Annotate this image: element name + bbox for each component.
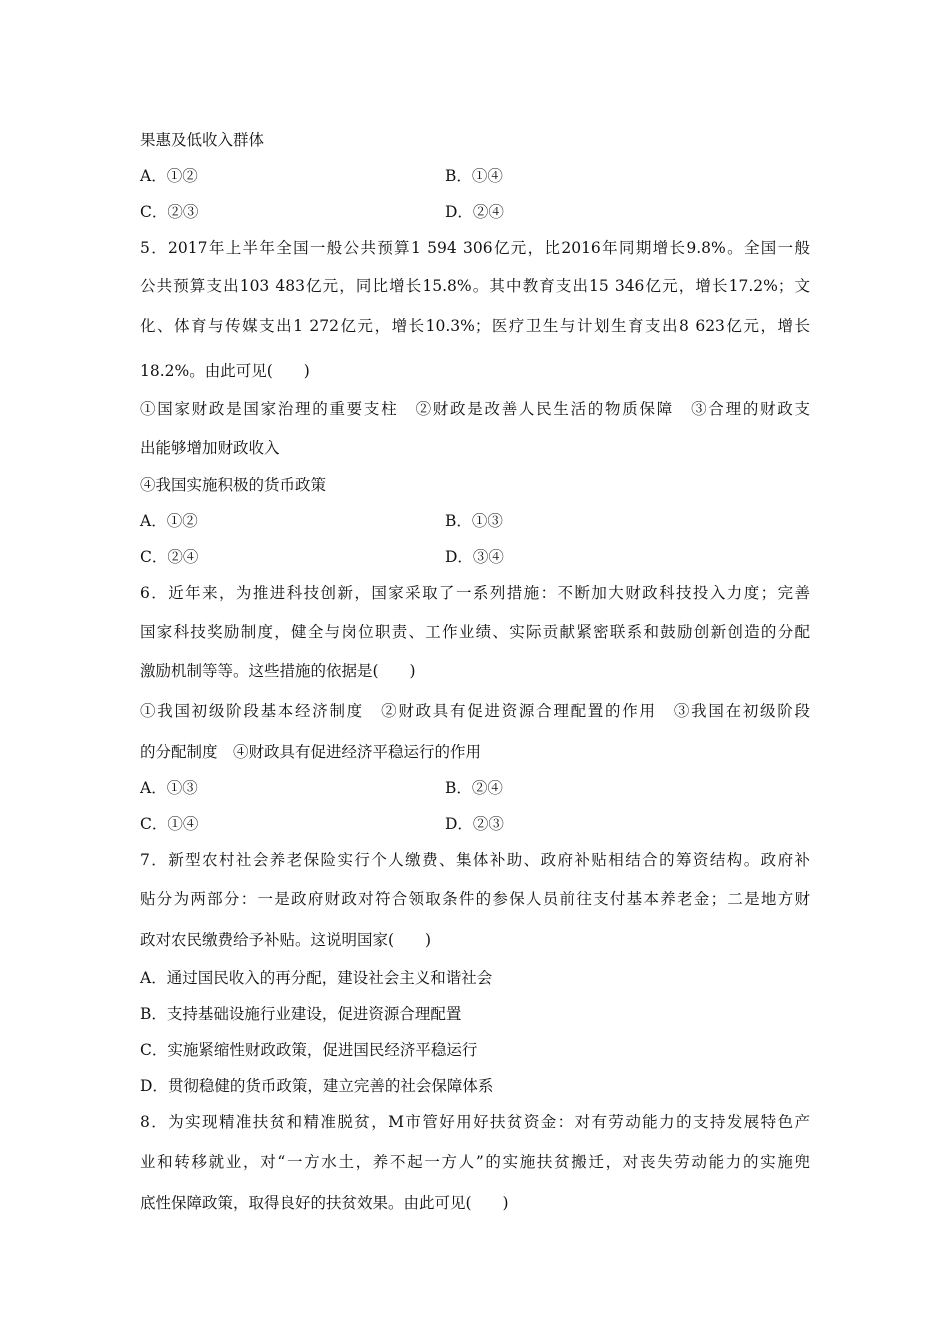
answer-choice: C．实施紧缩性财政政策，促进国民经济平稳运行: [140, 1041, 478, 1059]
option-d: D．②③: [445, 815, 504, 833]
option-a: A．①③: [140, 779, 198, 797]
question-7-line: 贴分为两部分：一是政府财政对符合领取条件的参保人员前往支付基本养老金；二是地方财: [140, 890, 810, 908]
question-6-line: 6．近年来，为推进科技创新，国家采取了一系列措施：不断加大财政科技投入力度；完善: [140, 584, 810, 602]
answer-choice: B．支持基础设施行业建设，促进资源合理配置: [140, 1005, 462, 1023]
question-8-line: 8．为实现精准扶贫和精准脱贫，M市管好用好扶贫资金：对有劳动能力的支持发展特色产: [140, 1113, 810, 1131]
option-a: A．①②: [140, 512, 198, 530]
text-line: 果惠及低收入群体: [140, 131, 265, 149]
statement-line: 出能够增加财政收入: [140, 439, 280, 457]
question-5-line: 公共预算支出103 483亿元，同比增长15.8%。其中教育支出15 346亿元，增长17.2%；文: [140, 277, 810, 295]
statement-line: ①国家财政是国家治理的重要支柱 ②财政是改善人民生活的物质保障 ③合理的财政支: [140, 400, 810, 418]
option-b: B．①③: [445, 512, 503, 530]
statement-line: ④我国实施积极的货币政策: [140, 476, 327, 494]
question-5-line: 5．2017年上半年全国一般公共预算1 594 306亿元，比2016年同期增长9.8%。全国一般: [140, 239, 810, 257]
question-5-line: 化、体育与传媒支出1 272亿元，增长10.3%；医疗卫生与计划生育支出8 623亿元，增长: [140, 317, 810, 335]
answer-choice: D．贯彻稳健的货币政策，建立完善的社会保障体系: [140, 1077, 494, 1095]
option-b: B．①④: [445, 167, 503, 185]
option-a: A．①②: [140, 167, 198, 185]
option-d: D．③④: [445, 548, 504, 566]
question-7-line: 7．新型农村社会养老保险实行个人缴费、集体补助、政府补贴相结合的筹资结构。政府补: [140, 851, 810, 869]
answer-choice: A．通过国民收入的再分配，建设社会主义和谐社会: [140, 969, 493, 987]
statement-line: 的分配制度 ④财政具有促进经济平稳运行的作用: [140, 743, 482, 761]
option-d: D．②④: [445, 203, 504, 221]
question-8-line: 底性保障政策，取得良好的扶贫效果。由此可见( ): [140, 1194, 509, 1212]
option-c: C．①④: [140, 815, 199, 833]
option-b: B．②④: [445, 779, 503, 797]
question-8-line: 业和转移就业，对“一方水土，养不起一方人”的实施扶贫搬迁，对丧失劳动能力的实施兜: [140, 1153, 810, 1171]
question-7-line: 政对农民缴费给予补贴。这说明国家( ): [140, 931, 432, 949]
question-6-line: 激励机制等等。这些措施的依据是( ): [140, 662, 416, 680]
statement-line: ①我国初级阶段基本经济制度 ②财政具有促进资源合理配置的作用 ③我国在初级阶段: [140, 702, 810, 720]
question-5-line: 18.2%。由此可见( ): [140, 362, 310, 380]
question-6-line: 国家科技奖励制度，健全与岗位职责、工作业绩、实际贡献紧密联系和鼓励创新创造的分配: [140, 623, 810, 641]
option-c: C．②③: [140, 203, 199, 221]
option-c: C．②④: [140, 548, 199, 566]
